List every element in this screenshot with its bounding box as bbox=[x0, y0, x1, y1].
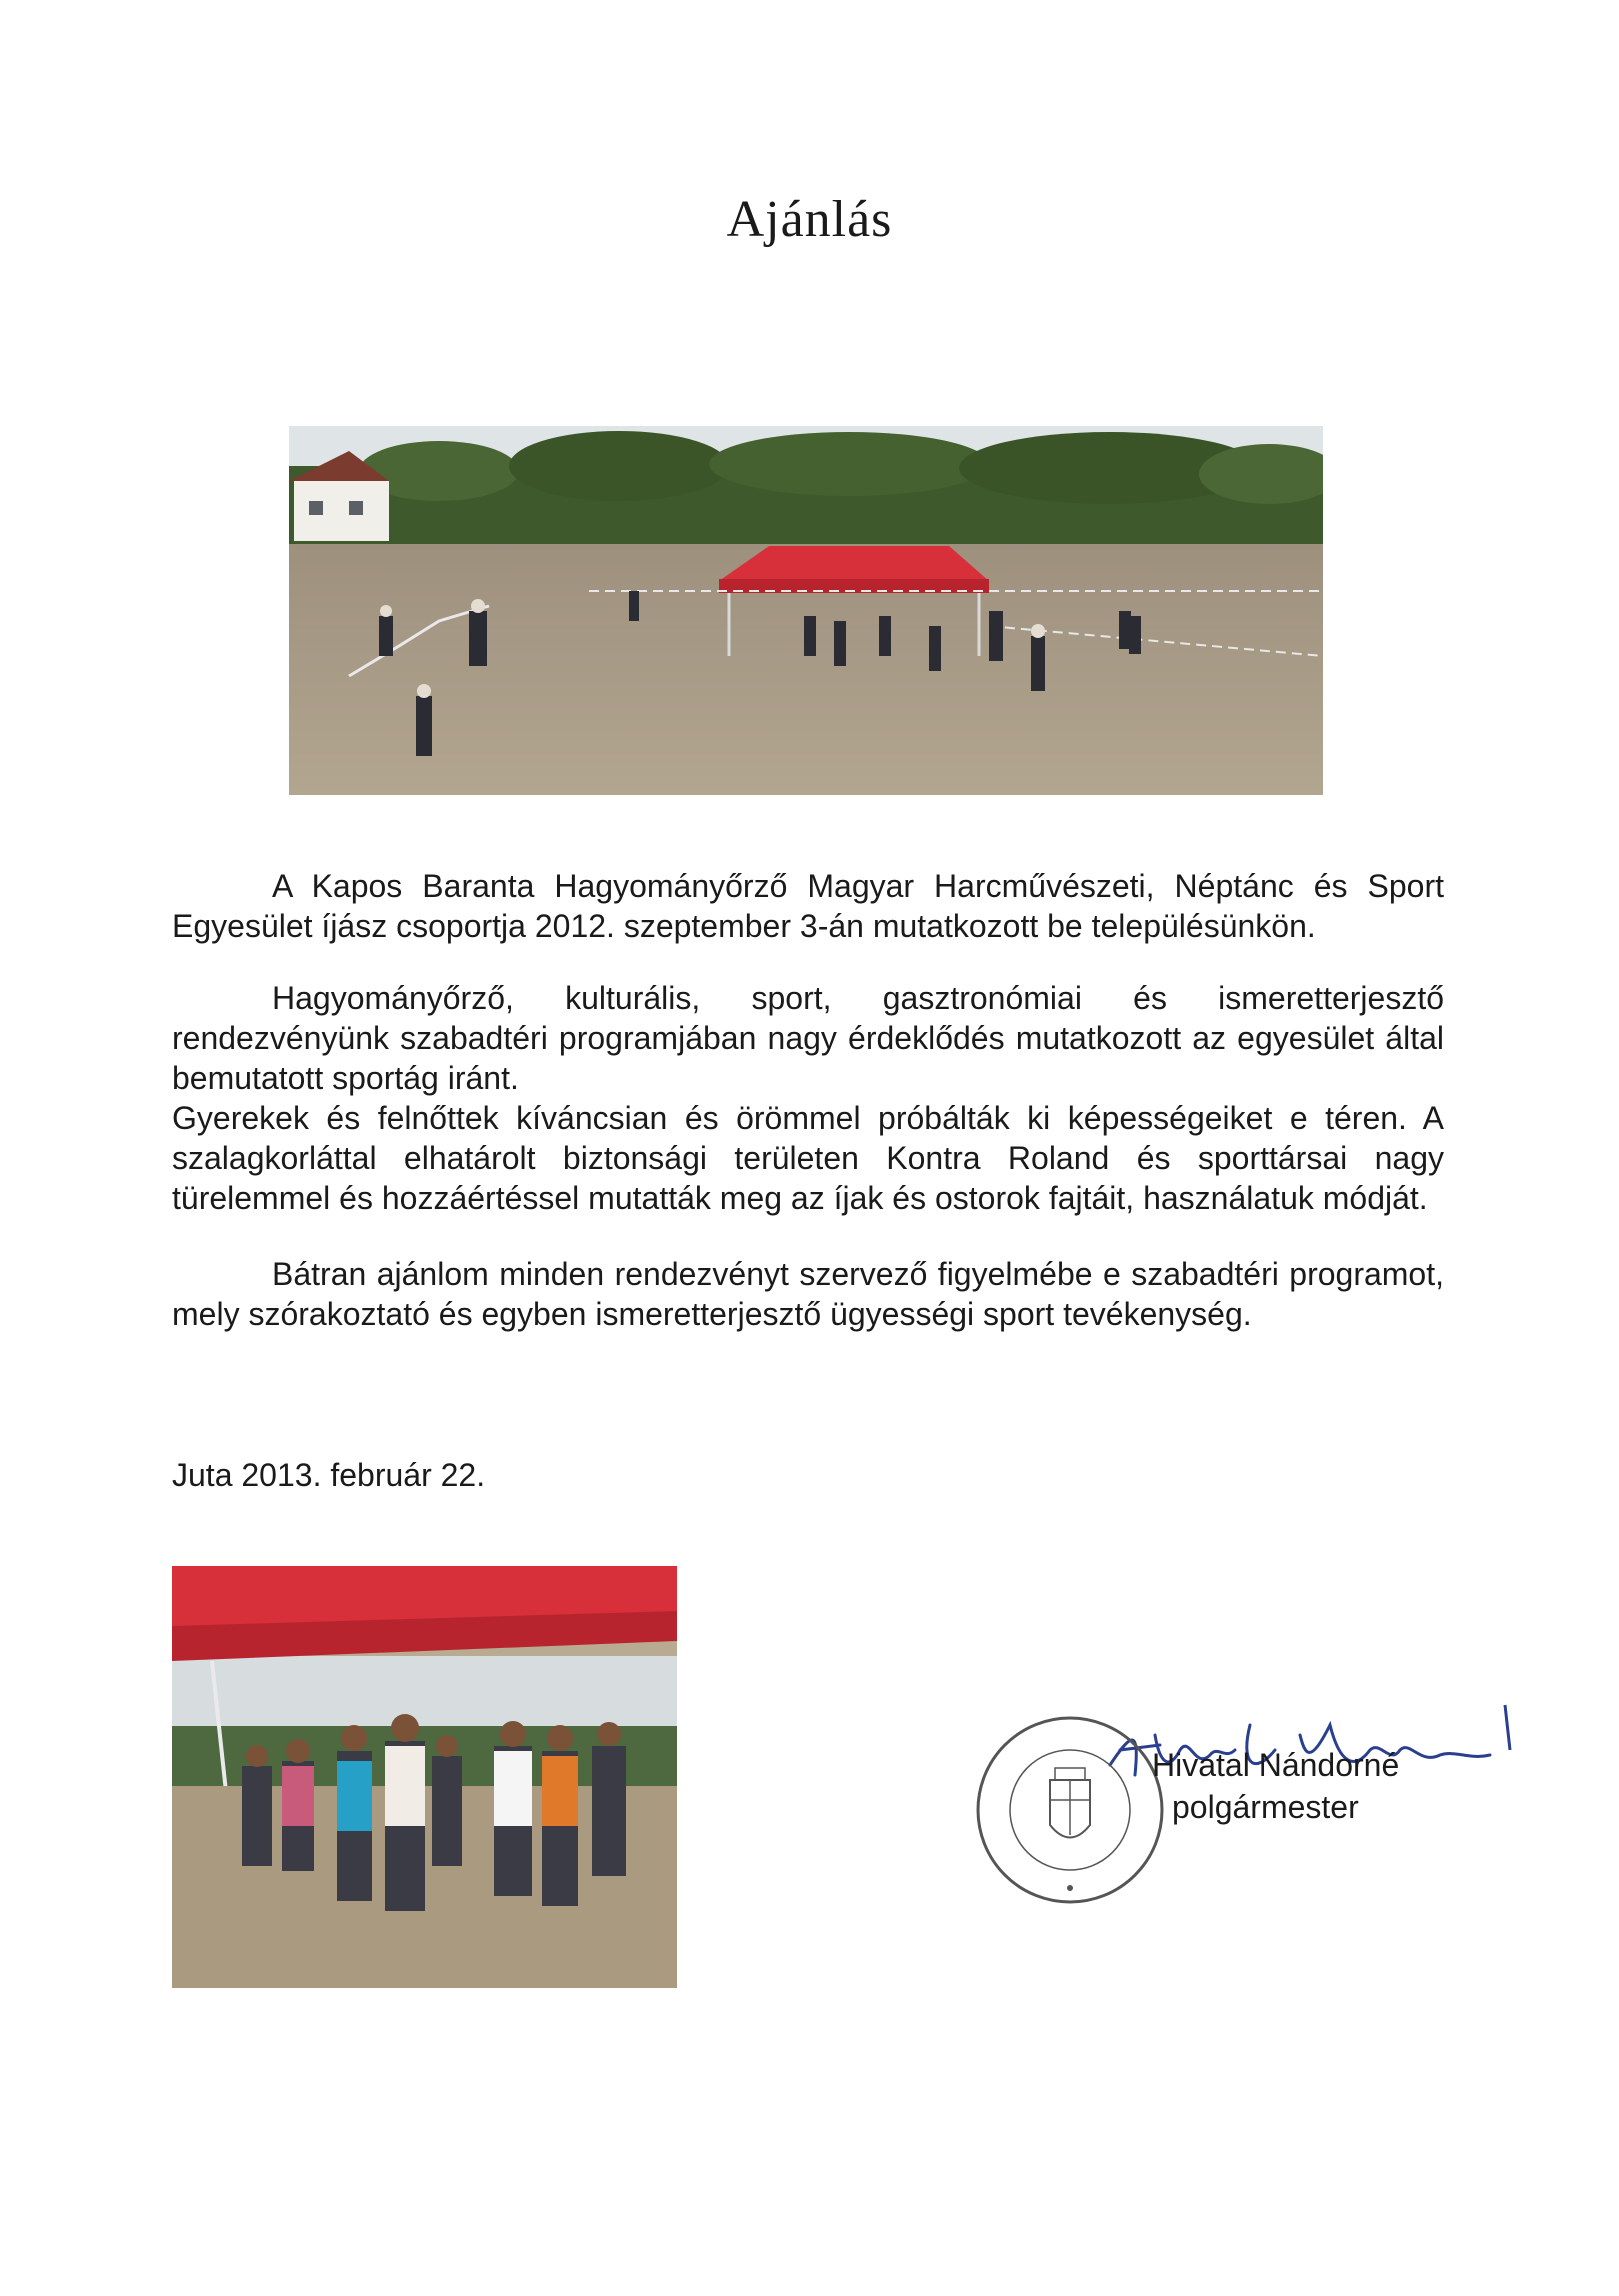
date-line: Juta 2013. február 22. bbox=[172, 1457, 486, 1493]
body-paragraph-interest: Hagyományőrző, kulturális, sport, gasztronómiai és ismeretterjesztő rendezvényünk szabadtéri programjában nagy érdeklődés mutatkozott az egyesület által bemutatott sportág iránt. bbox=[172, 980, 1444, 1096]
intro-paragraph: A Kapos Baranta Hagyományőrző Magyar Harcművészeti, Néptánc és Sport Egyesület íjász csoportja 2012. szeptember 3-án mutatkozott be településünkön. bbox=[172, 868, 1444, 944]
official-stamp bbox=[970, 1710, 1170, 1910]
document-title: Ajánlás bbox=[726, 191, 893, 248]
outdoor-event-field-photo bbox=[289, 426, 1323, 795]
body-paragraph-recommendation: Bátran ajánlom minden rendezvényt szervező figyelmébe e szabadtéri programot, mely szórakoztató és egyben ismeretterjesztő ügyességi sport tevékenység. bbox=[172, 1256, 1444, 1332]
signatory-name: Hivatal Nándorné bbox=[1152, 1747, 1400, 1783]
signatory-title: polgármester bbox=[1172, 1789, 1359, 1825]
body-paragraph-demonstration: Gyerekek és felnőttek kíváncsian és örömmel próbálták ki képességeiket e téren. A szalagkorláttal elhatárolt biztonsági területen Kontra Roland és sporttársai nagy türelemmel és hozzáértéssel mutatták meg az íjak és ostorok fajtáit, használatuk módját. bbox=[172, 1100, 1444, 1216]
spectators-under-tent-photo bbox=[172, 1566, 677, 1988]
